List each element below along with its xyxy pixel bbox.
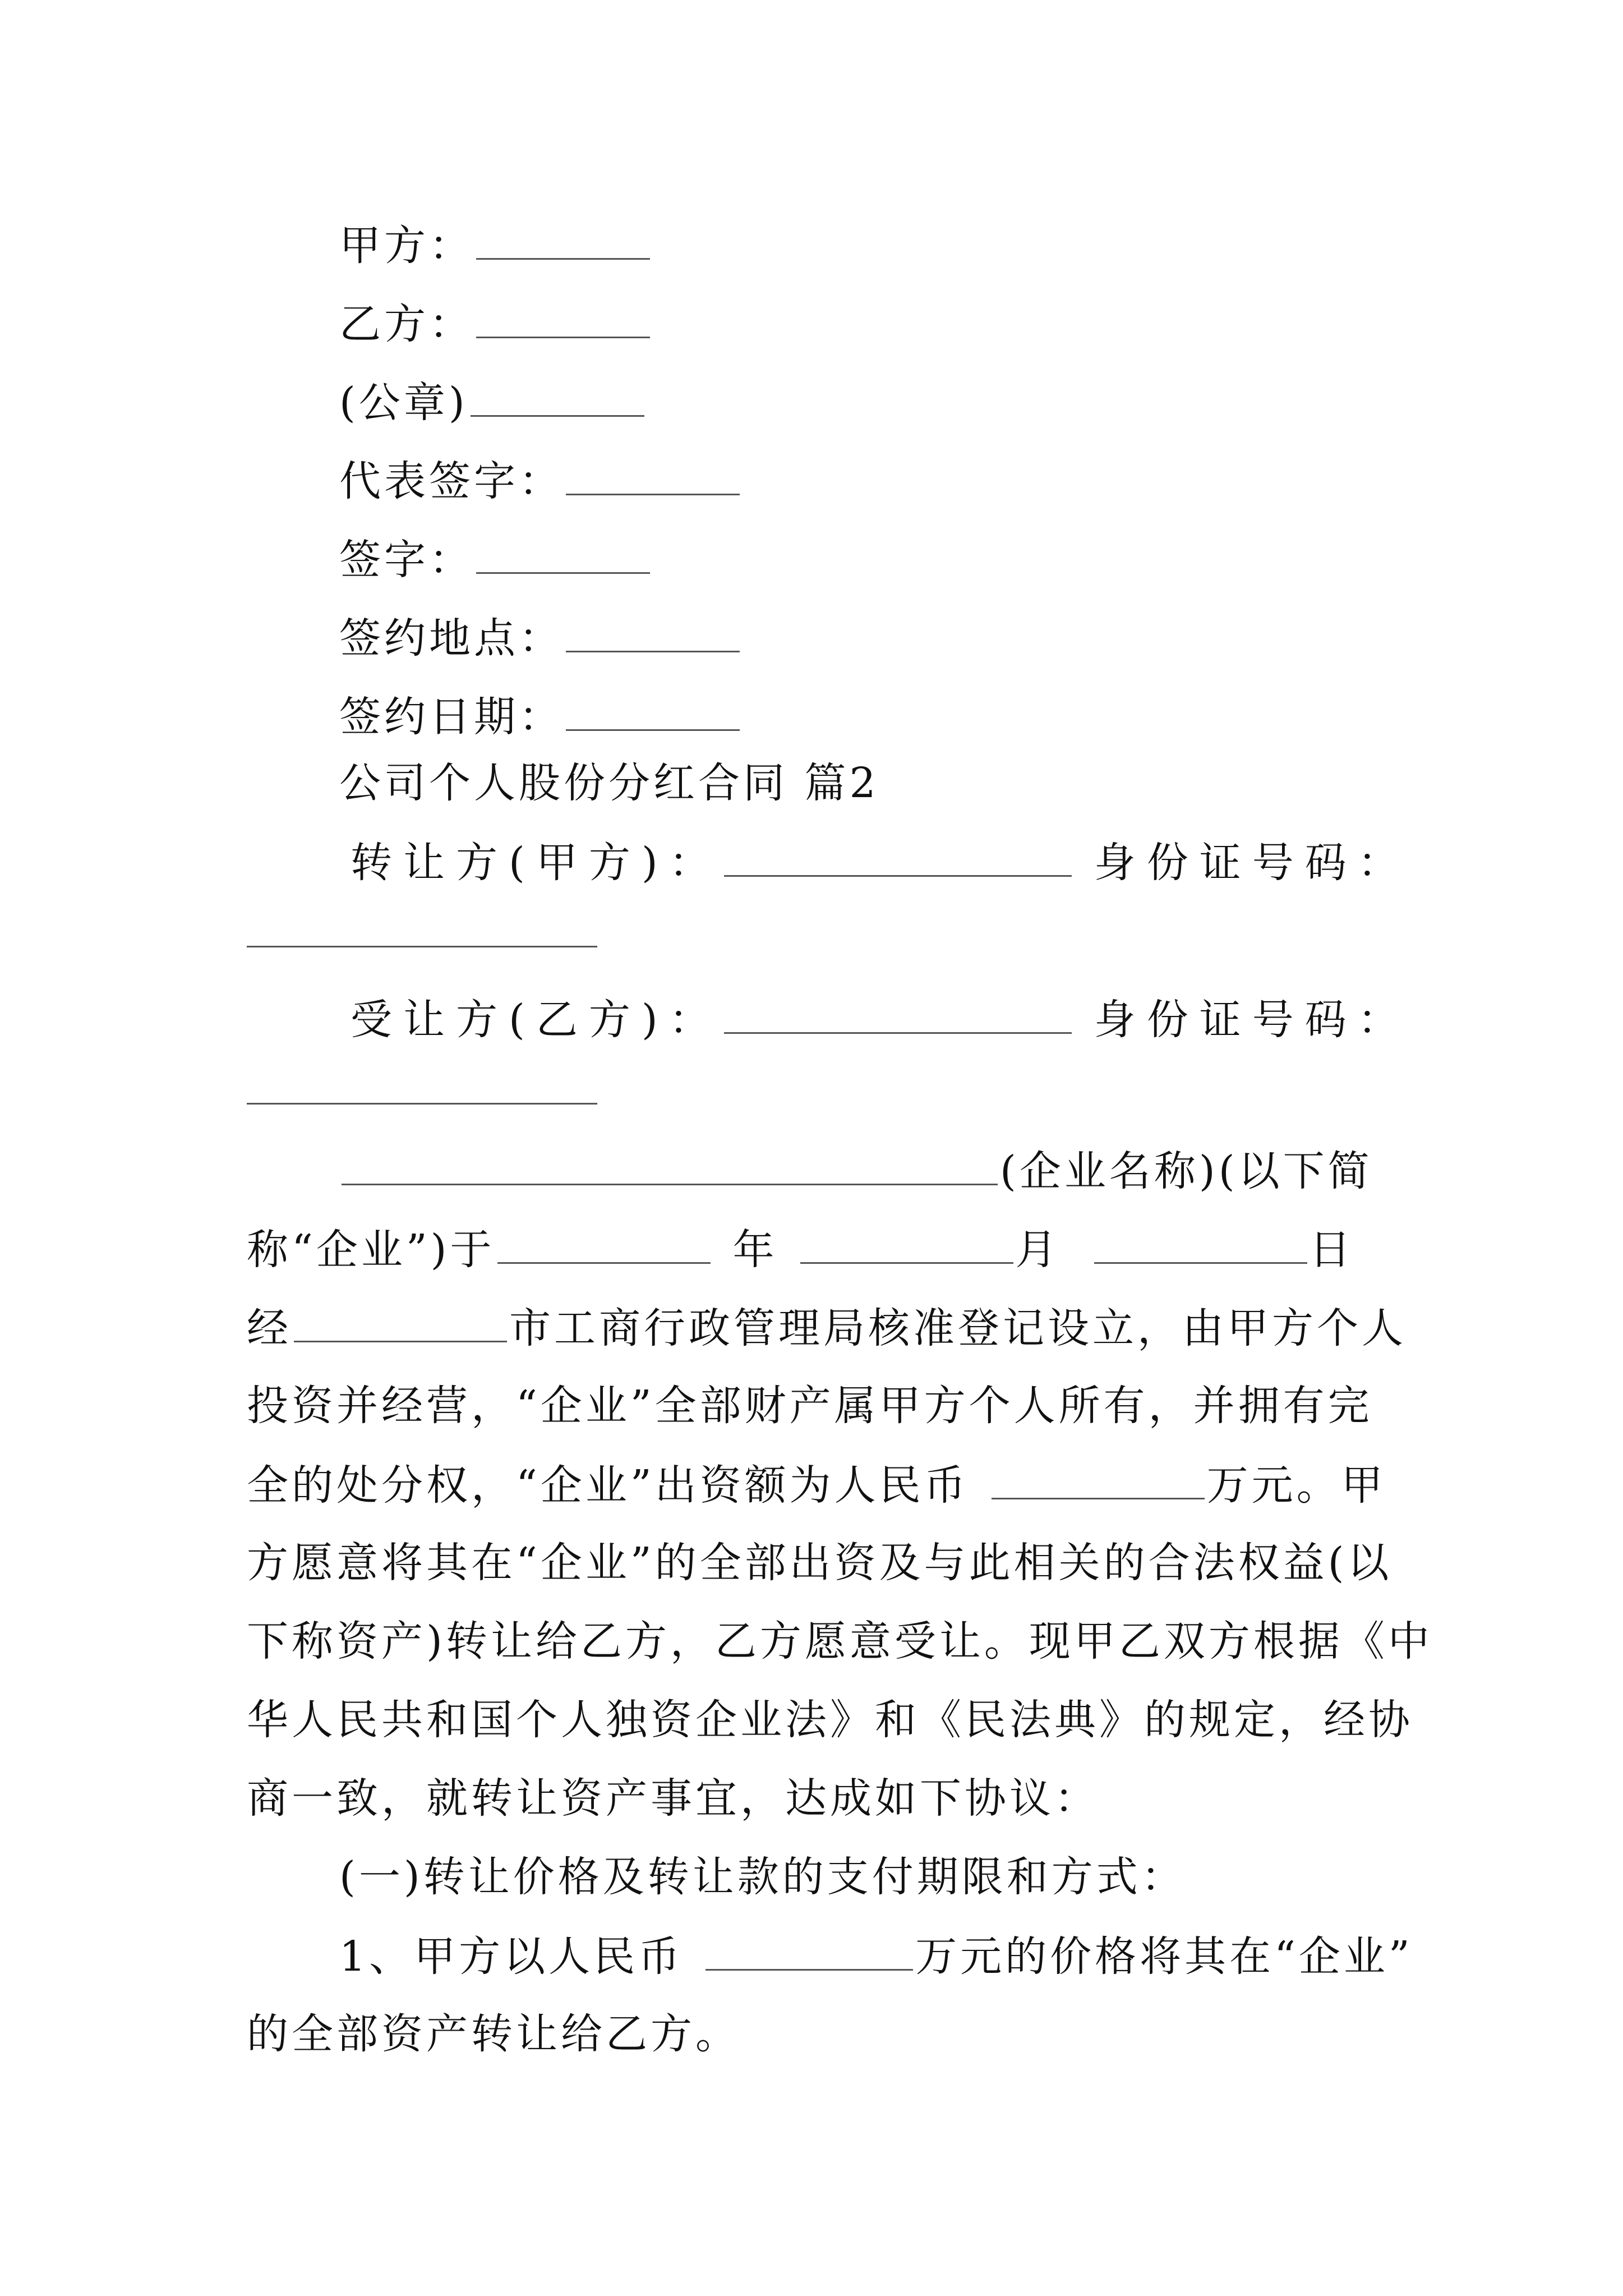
rep-signature-blank	[566, 452, 740, 495]
day-blank	[1094, 1221, 1307, 1264]
body-line-6: 方愿意将其在“企业”的全部出资及与此相关的合法权益(以	[247, 1539, 1393, 1587]
transferor-label: 转让方(甲方)：	[351, 839, 722, 887]
body-text-3b: 市工商行政管理局核准登记设立，由甲方个人	[509, 1304, 1407, 1352]
month-label: 月	[1015, 1226, 1061, 1274]
year-label: 年	[732, 1226, 778, 1274]
transferee-label: 受让方(乙方)：	[351, 996, 722, 1044]
seal-label: (公章)	[339, 379, 468, 427]
party-a-blank	[476, 217, 650, 260]
party-b-label: 乙方：	[339, 300, 474, 348]
body-line-3	[247, 1299, 1407, 1356]
party-a-line	[339, 217, 652, 274]
body-line-5	[247, 1456, 1386, 1513]
transferee-line	[351, 991, 1410, 1048]
year-blank	[497, 1221, 711, 1264]
signature-line	[339, 531, 652, 588]
capital-blank	[992, 1456, 1205, 1499]
clause1-title: (一)转让价格及转让款的支付期限和方式：	[339, 1853, 1186, 1901]
clause1-item1-line1	[339, 1927, 1413, 1985]
transferor-id-blank	[247, 946, 597, 947]
party-b-blank	[476, 295, 650, 338]
section-title: 公司个人股份分红合同 篇2	[339, 759, 879, 807]
city-blank	[294, 1299, 507, 1342]
date-blank	[566, 688, 740, 731]
signature-label: 签字：	[339, 536, 474, 584]
body-text-5b: 万元。甲	[1206, 1461, 1386, 1510]
clause1-item1-line2: 的全部资产转让给乙方。	[247, 2010, 740, 2058]
body-line-7: 下称资产)转让给乙方，乙方愿意受让。现甲乙双方根据《中	[247, 1617, 1433, 1665]
company-name-blank	[342, 1142, 998, 1185]
rep-signature-label: 代表签字：	[339, 457, 564, 505]
clause1-item1-text-b: 万元的价格将其在“企业”	[915, 1932, 1413, 1981]
body-text-3a: 经	[247, 1304, 292, 1352]
body-text-5a: 全的处分权，“企业”出资额为人民币	[247, 1461, 969, 1510]
body-line-1	[339, 1142, 1373, 1199]
transferor-name-blank	[724, 834, 1072, 877]
place-line	[339, 609, 742, 666]
body-line-8: 华人民共和国个人独资企业法》和《民法典》的规定，经协	[247, 1696, 1413, 1744]
party-b-line	[339, 295, 652, 352]
transferee-name-blank	[724, 991, 1072, 1034]
clause1-item1-text-a: 1、甲方以人民币	[339, 1932, 684, 1981]
date-line	[339, 688, 742, 745]
body-line-4: 投资并经营，“企业”全部财产属甲方个人所有，并拥有完	[247, 1382, 1373, 1430]
day-label: 日	[1309, 1226, 1354, 1274]
seal-blank	[471, 374, 644, 417]
month-blank	[800, 1221, 1013, 1264]
transferee-id-blank	[247, 1103, 597, 1105]
transferor-id-label: 身份证号码：	[1094, 839, 1410, 887]
date-label: 签约日期：	[339, 693, 564, 741]
body-text-2a: 称“企业”)于	[247, 1226, 495, 1274]
transferor-line	[351, 834, 1410, 891]
place-blank	[566, 609, 740, 652]
body-line-2	[247, 1221, 1354, 1278]
transferee-id-label: 身份证号码：	[1094, 996, 1410, 1044]
price-blank	[706, 1927, 913, 1971]
body-text-1: (企业名称)(以下简	[1000, 1147, 1373, 1195]
rep-signature-line	[339, 452, 742, 509]
place-label: 签约地点：	[339, 614, 564, 662]
body-line-9: 商一致，就转让资产事宜，达成如下协议：	[247, 1774, 1099, 1823]
seal-line	[339, 374, 647, 431]
party-a-label: 甲方：	[339, 222, 474, 270]
signature-blank	[476, 531, 650, 574]
